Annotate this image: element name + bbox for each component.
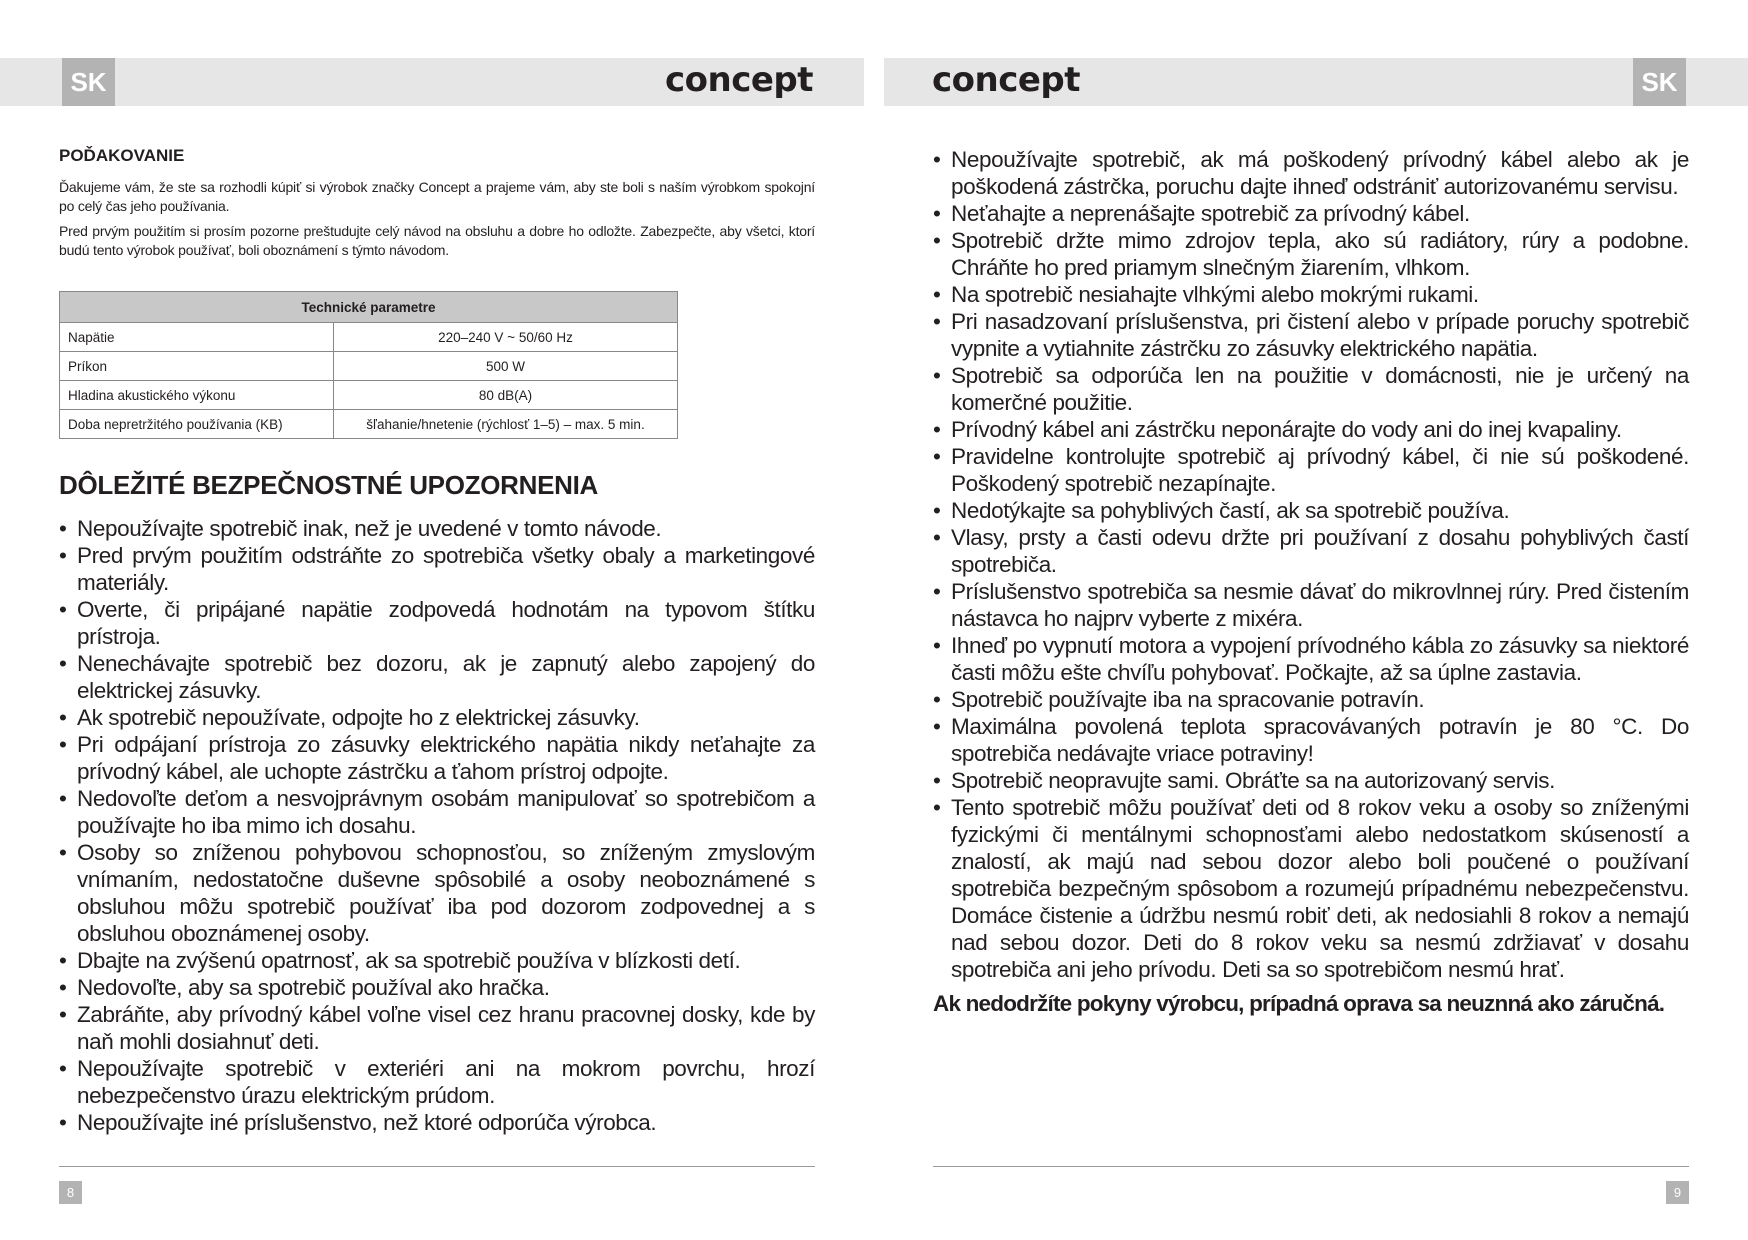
safety-bullet: • Nepoužívajte spotrebič v exteriéri ani na mokrom povrchu, hrozí nebezpečenstvo úrazu elektrickým prúdom. — [59, 1055, 815, 1109]
safety-bullet: • Spotrebič neopravujte sami. Obráťte sa na autorizovaný servis. — [933, 767, 1689, 794]
safety-bullet: • Na spotrebič nesiahajte vlhkými alebo mokrými rukami. — [933, 281, 1689, 308]
param-value: 500 W — [334, 352, 678, 381]
page-number-left: 8 — [59, 1181, 82, 1204]
technical-parameters-table — [59, 291, 678, 439]
safety-bullet: • Maximálna povolená teplota spracovávaných potravín je 80 °C. Do spotrebiča nedávajte vriace potraviny! — [933, 713, 1689, 767]
safety-bullet: • Vlasy, prsty a časti odevu držte pri používaní z dosahu pohyblivých častí spotrebiča. — [933, 524, 1689, 578]
safety-bullet: • Spotrebič používajte iba na spracovanie potravín. — [933, 686, 1689, 713]
safety-bullet: • Nenechávajte spotrebič bez dozoru, ak je zapnutý alebo zapojený do elektrickej zásuvky. — [59, 650, 815, 704]
footer-rule-left — [59, 1166, 815, 1167]
param-value: 80 dB(A) — [334, 381, 678, 410]
table-row — [60, 381, 678, 410]
table-title: Technické parametre — [60, 292, 678, 323]
param-label: Napätie — [60, 323, 334, 352]
warranty-warning: Ak nedodržíte pokyny výrobcu, prípadná oprava sa neuznná ako záručná. — [933, 991, 1665, 1016]
param-label: Hladina akustického výkonu — [60, 381, 334, 410]
safety-bullet: • Nepoužívajte iné príslušenstvo, než ktoré odporúča výrobca. — [59, 1109, 815, 1136]
language-badge-left: SK — [62, 58, 115, 106]
param-value: 220–240 V ~ 50/60 Hz — [334, 323, 678, 352]
safety-bullet: • Pri odpájaní prístroja zo zásuvky elektrického napätia nikdy neťahajte za prívodný kábel, ale uchopte zástrčku a ťahom prístroj odpojte. — [59, 731, 815, 785]
safety-bullet: • Osoby so zníženou pohybovou schopnosťou, so zníženým zmyslovým vnímaním, nedostatočne duševne spôsobilé a osoby neoboznámené s obsluhou môžu spotrebič používať iba pod dozorom zodpovednej a s obsluhou oboznámenej osoby. — [59, 839, 815, 947]
table-row — [60, 323, 678, 352]
safety-bullet: • Pred prvým použitím odstráňte zo spotrebiča všetky obaly a marketingové materiály. — [59, 542, 815, 596]
safety-bullet: • Nepoužívajte spotrebič, ak má poškodený prívodný kábel alebo ak je poškodená zástrčka, poruchu dajte ihneď odstrániť autorizovanému servisu. — [933, 146, 1689, 200]
param-label: Doba nepretržitého používania (KB) — [60, 410, 334, 439]
safety-heading: DÔLEŽITÉ BEZPEČNOSTNÉ UPOZORNENIA — [59, 470, 599, 500]
page-number-right: 9 — [1666, 1181, 1689, 1204]
safety-bullet: • Nedotýkajte sa pohyblivých častí, ak sa spotrebič používa. — [933, 497, 1689, 524]
table-row — [60, 352, 678, 381]
safety-bullet: • Príslušenstvo spotrebiča sa nesmie dávať do mikrovlnnej rúry. Pred čistením nástavca ho najprv vyberte z mixéra. — [933, 578, 1689, 632]
safety-bullet: • Zabráňte, aby prívodný kábel voľne visel cez hranu pracovnej dosky, kde by naň mohli dosiahnuť deti. — [59, 1001, 815, 1055]
right-safety-list — [933, 146, 1689, 983]
safety-bullet: • Dbajte na zvýšenú opatrnosť, ak sa spotrebič používa v blízkosti detí. — [59, 947, 815, 974]
safety-bullet: • Nedovoľte deťom a nesvojprávnym osobám manipulovať so spotrebičom a používajte ho iba mimo ich dosahu. — [59, 785, 815, 839]
footer-rule-right — [933, 1166, 1689, 1167]
thanks-heading: POĎAKOVANIE — [59, 146, 185, 165]
intro-paragraph: Ďakujeme vám, že ste sa rozhodli kúpiť si výrobok značky Concept a prajeme vám, aby ste boli s naším výrobkom spokojní po celý čas jeho používania. — [59, 179, 815, 214]
safety-bullet: • Tento spotrebič môžu používať deti od 8 rokov veku a osoby so zníženými fyzickými či mentálnymi schopnosťami alebo nedostatkom skúseností a znalostí, ak majú nad sebou dozor alebo boli poučené o používaní spotrebiča bezpečným spôsobom a rozumejú prípadnému nebezpečenstvu. Domáce čistenie a údržbu nesmú robiť deti, ak nedosiahli 8 rokov a nemajú nad sebou dozor. Deti do 8 rokov veku sa nesmú zdržiavať v dosahu spotrebiča ani jeho prívodu. Deti sa so spotrebičom nesmú hrať. — [933, 794, 1689, 983]
table-row — [60, 410, 678, 439]
brand-logo-left: concept — [665, 60, 814, 100]
brand-logo-right: concept — [932, 60, 1081, 100]
safety-bullet: • Overte, či pripájané napätie zodpovedá hodnotám na typovom štítku prístroja. — [59, 596, 815, 650]
safety-bullet: • Prívodný kábel ani zástrčku neponárajte do vody ani do inej kvapaliny. — [933, 416, 1689, 443]
safety-bullet: • Nedovoľte, aby sa spotrebič používal ako hračka. — [59, 974, 815, 1001]
safety-bullet: • Pravidelne kontrolujte spotrebič aj prívodný kábel, či nie sú poškodené. Poškodený spotrebič nezapínajte. — [933, 443, 1689, 497]
left-safety-list — [59, 515, 815, 1136]
right-safety-list-container — [933, 146, 1689, 1017]
safety-bullet: • Ihneď po vypnutí motora a vypojení prívodného kábla zo zásuvky sa niektoré časti môžu ešte chvíľu pohybovať. Počkajte, až sa úplne zastavia. — [933, 632, 1689, 686]
safety-bullet: • Neťahajte a neprenášajte spotrebič za prívodný kábel. — [933, 200, 1689, 227]
safety-bullet: • Pri nasadzovaní príslušenstva, pri čistení alebo v prípade poruchy spotrebič vypnite a vytiahnite zástrčku zo zásuvky elektrického napätia. — [933, 308, 1689, 362]
left-safety-list-container — [59, 515, 815, 1136]
safety-bullet: • Spotrebič sa odporúča len na použitie v domácnosti, nie je určený na komerčné použitie. — [933, 362, 1689, 416]
intro-section — [59, 146, 815, 266]
param-value: šľahanie/hnetenie (rýchlosť 1–5) – max. 5 min. — [334, 410, 678, 439]
safety-bullet: • Ak spotrebič nepoužívate, odpojte ho z elektrickej zásuvky. — [59, 704, 815, 731]
language-badge-right: SK — [1633, 58, 1686, 106]
intro-paragraph: Pred prvým použitím si prosím pozorne preštudujte celý návod na obsluhu a dobre ho odložte. Zabezpečte, aby všetci, ktorí budú tento výrobok používať, boli oboznámení s týmto návodom. — [59, 223, 815, 258]
param-label: Príkon — [60, 352, 334, 381]
safety-bullet: • Spotrebič držte mimo zdrojov tepla, ako sú radiátory, rúry a podobne. Chráňte ho pred priamym slnečným žiarením, vlhkom. — [933, 227, 1689, 281]
safety-bullet: • Nepoužívajte spotrebič inak, než je uvedené v tomto návode. — [59, 515, 815, 542]
